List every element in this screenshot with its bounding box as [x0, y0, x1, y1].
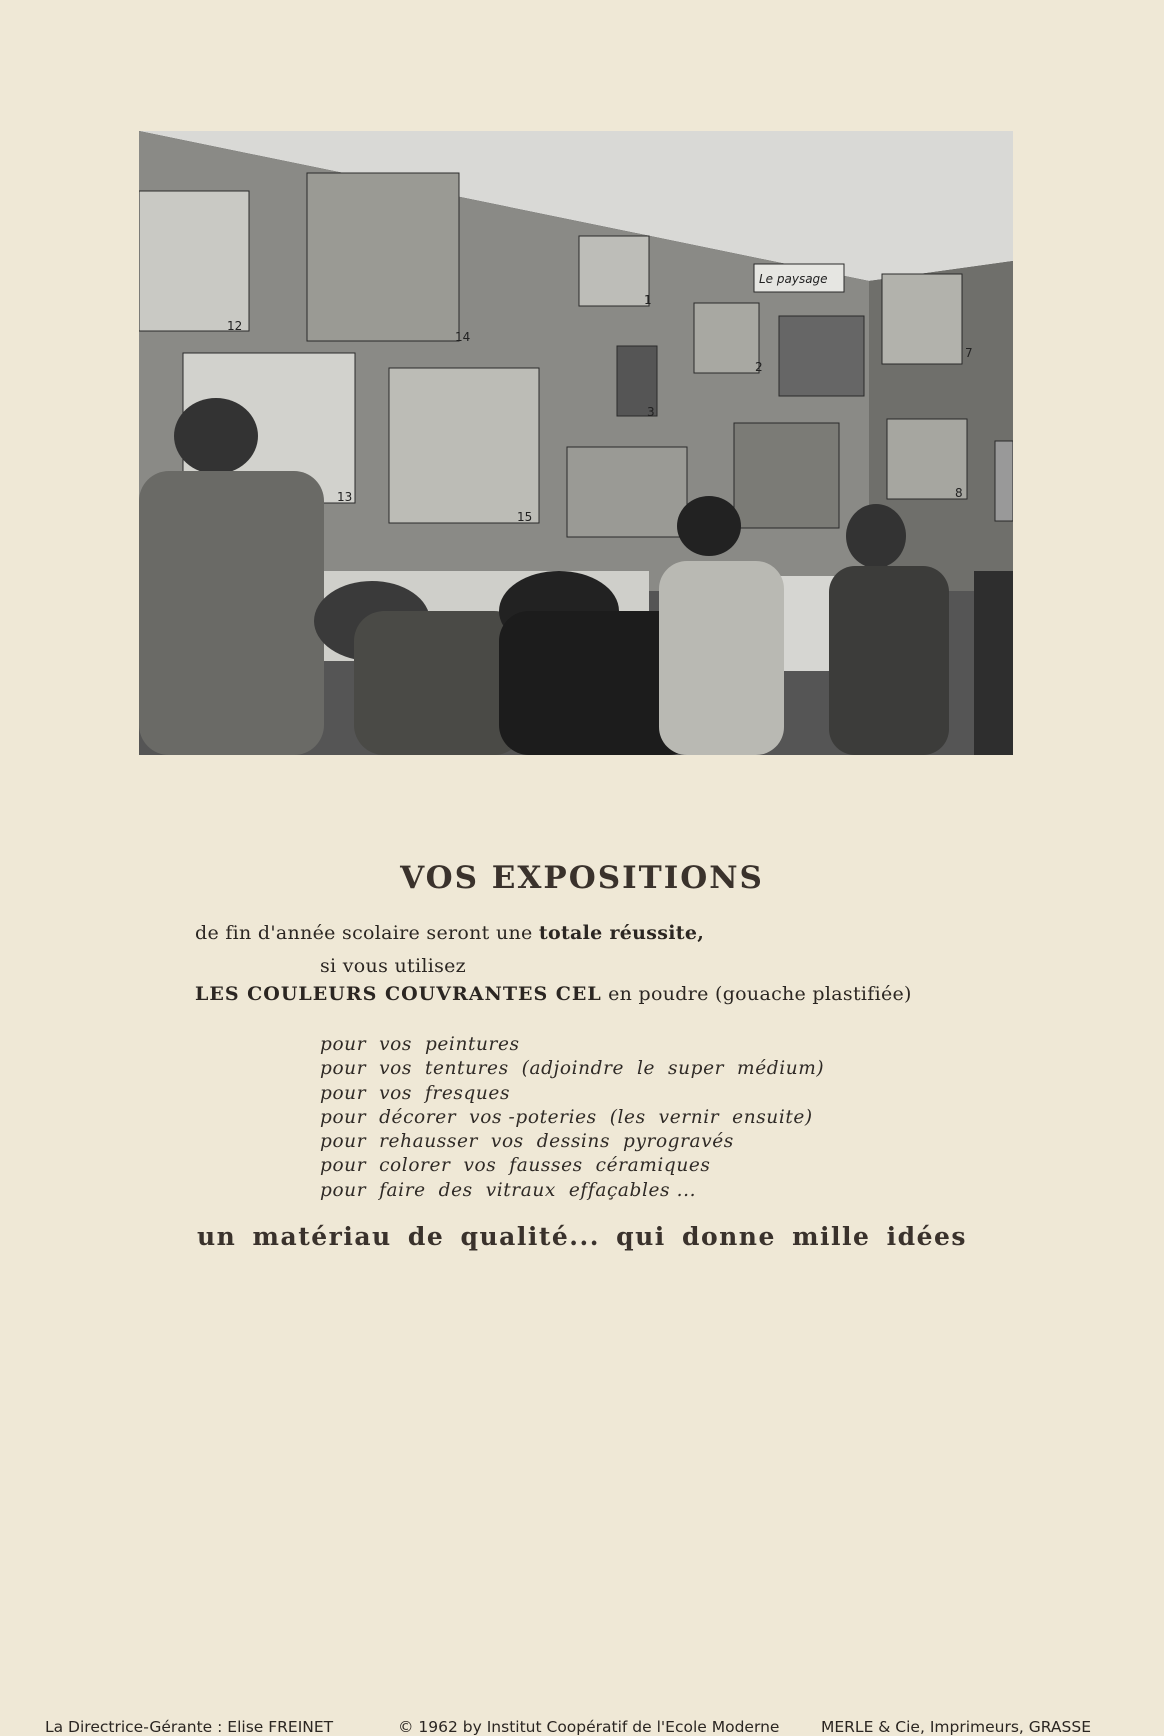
- page-title: VOS EXPOSITIONS: [400, 860, 764, 896]
- footer-printer: MERLE & Cie, Imprimeurs, GRASSE: [821, 1718, 1092, 1736]
- svg-text:3: 3: [647, 405, 655, 419]
- svg-text:15: 15: [517, 510, 533, 524]
- svg-text:7: 7: [965, 346, 973, 360]
- product-description: en poudre (gouache plastifiée): [601, 983, 912, 1005]
- intro-line-2: si vous utilisez: [320, 955, 466, 977]
- exhibition-photo: [139, 131, 1013, 755]
- list-item: pour vos peintures: [320, 1034, 520, 1055]
- list-item: pour vos tentures (adjoindre le super médium): [320, 1058, 825, 1080]
- footer-copyright: © 1962 by Institut Coopératif de l'Ecole Moderne: [398, 1718, 780, 1736]
- list-item: pour vos fresques: [320, 1082, 511, 1104]
- intro-line-1-text: de fin d'année scolaire seront une: [195, 922, 539, 944]
- list-item: pour rehausser vos dessins pyrogravés: [320, 1131, 734, 1153]
- svg-text:1: 1: [644, 293, 652, 307]
- list-item: pour faire des vitraux effaçables ...: [320, 1179, 697, 1201]
- uses-list: [320, 1033, 824, 1203]
- intro-line-1: [195, 922, 704, 944]
- svg-text:2: 2: [755, 360, 763, 374]
- list-item: pour colorer vos fausses céramiques: [320, 1155, 711, 1177]
- svg-text:Le paysage: Le paysage: [759, 272, 828, 286]
- list-item: pour décorer vos -poteries (les vernir ensuite): [320, 1106, 813, 1128]
- intro-emphasis: totale réussite,: [538, 922, 705, 944]
- exhibition-photo-icon: [139, 131, 1013, 755]
- product-name: LES COULEURS COUVRANTES CEL: [195, 983, 602, 1005]
- svg-text:8: 8: [955, 486, 963, 500]
- svg-text:13: 13: [337, 490, 353, 504]
- slogan: un matériau de qualité... qui donne mille idées: [196, 1222, 967, 1251]
- footer-director: La Directrice-Gérante : Elise FREINET: [45, 1718, 334, 1736]
- svg-text:12: 12: [227, 319, 243, 333]
- svg-text:14: 14: [455, 330, 471, 344]
- intro-line-3: [195, 983, 912, 1005]
